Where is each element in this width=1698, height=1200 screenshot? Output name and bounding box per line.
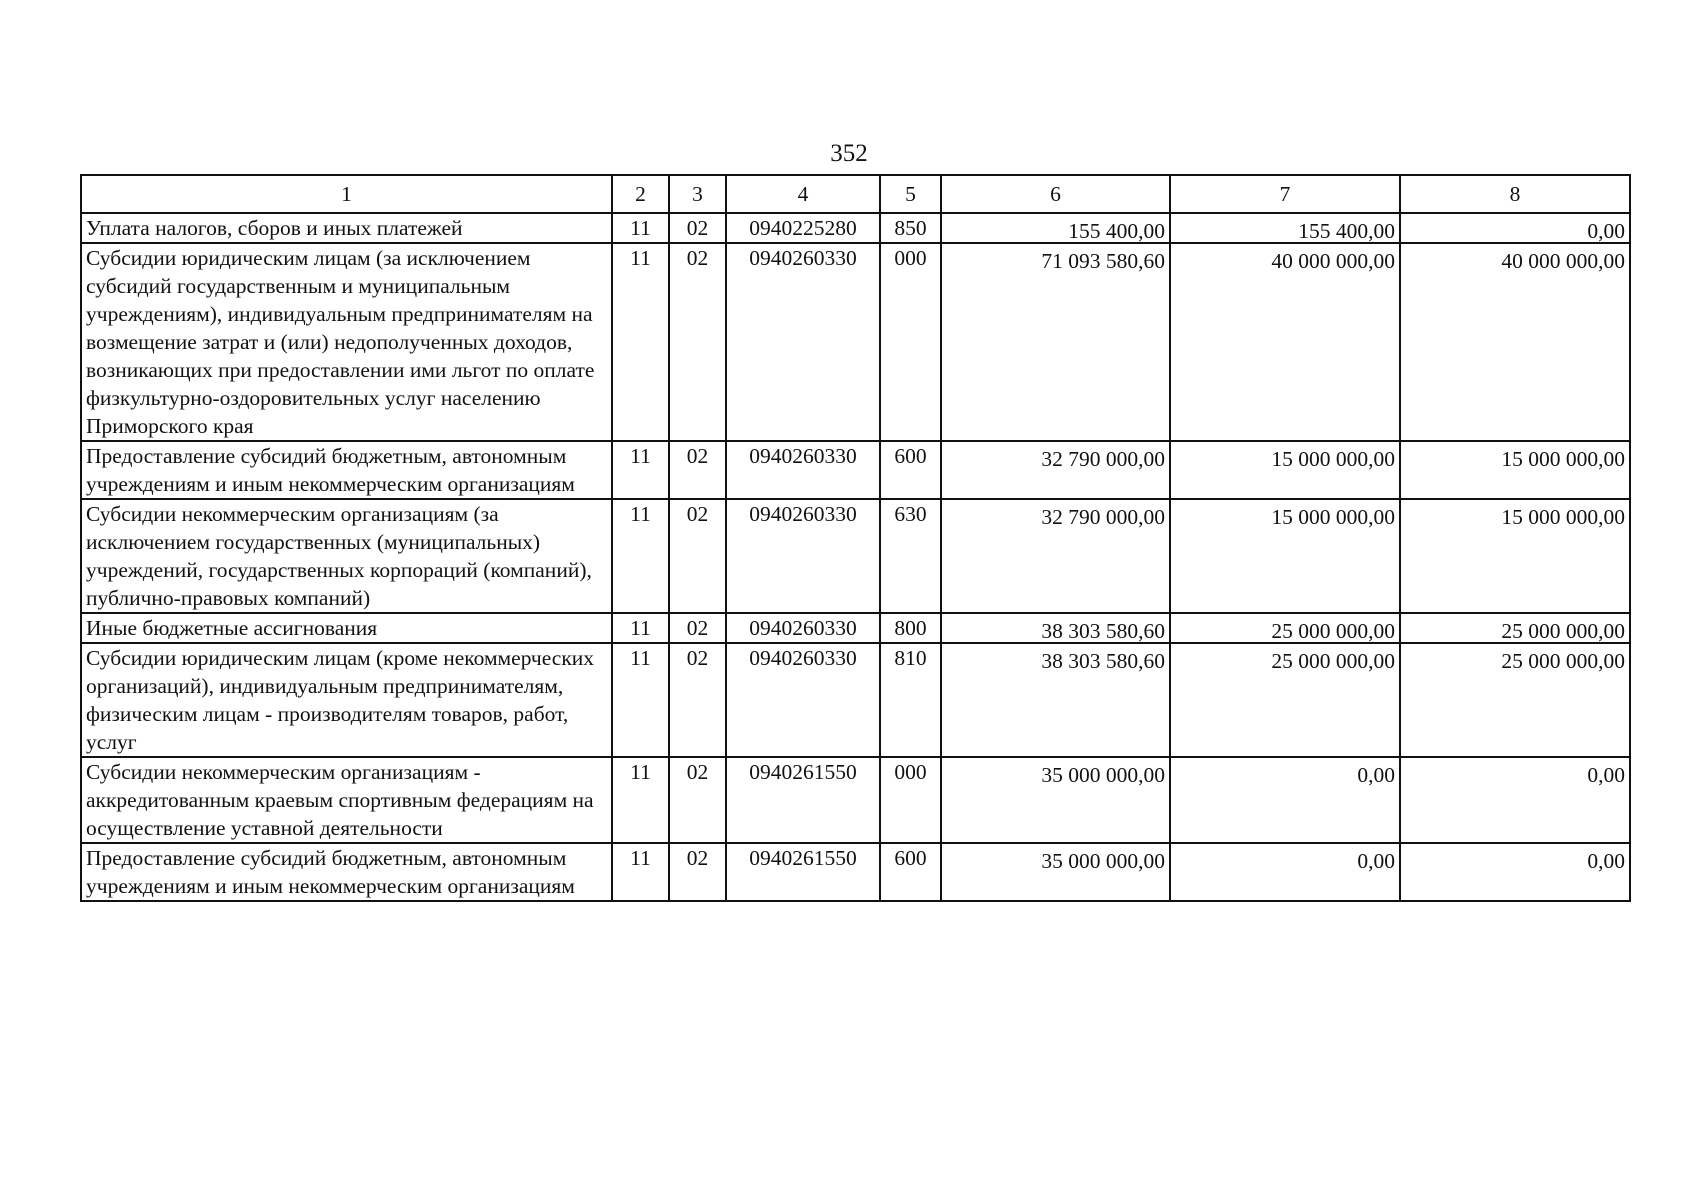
expense-type-code: 600 [880, 843, 941, 901]
amount-col-8: 0,00 [1587, 219, 1625, 243]
row-name: Предоставление субсидий бюджетным, автономным учреждениям и иным некоммерческим организациям [81, 843, 612, 901]
target-article-code: 0940261550 [726, 843, 880, 901]
subsection-code: 02 [669, 643, 726, 757]
page-number: 352 [830, 140, 868, 167]
expense-type-code: 800 [880, 613, 941, 643]
table-row [81, 843, 1630, 901]
target-article-code: 0940225280 [726, 213, 880, 243]
expense-type-code: 000 [880, 243, 941, 441]
amount-col-7: 25 000 000,00 [1271, 619, 1395, 643]
amount-col-8: 15 000 000,00 [1501, 505, 1625, 529]
subsection-code: 02 [669, 843, 726, 901]
column-header: 6 [941, 175, 1170, 213]
subsection-code: 02 [669, 441, 726, 499]
row-name: Субсидии юридическим лицам (за исключением субсидий государственным и муниципальным учреждениям), индивидуальным предпринимателям на возмещение затрат и (или) недополученных доходов, возникающих при предоставлении ими льгот по оплате физкультурно-оздоровительных услуг населению Приморского края [81, 243, 612, 441]
target-article-code: 0940260330 [726, 499, 880, 613]
section-code: 11 [612, 243, 669, 441]
amount-col-8: 40 000 000,00 [1501, 249, 1625, 273]
row-name: Иные бюджетные ассигнования [81, 613, 612, 643]
budget-table [80, 174, 1631, 902]
column-header: 3 [669, 175, 726, 213]
expense-type-code: 630 [880, 499, 941, 613]
amount-col-6: 155 400,00 [1068, 219, 1165, 243]
table-row [81, 757, 1630, 843]
amount-col-8: 25 000 000,00 [1501, 619, 1625, 643]
amount-col-7: 40 000 000,00 [1271, 249, 1395, 273]
row-name: Субсидии некоммерческим организациям (за исключением государственных (муниципальных) учреждений, государственных корпораций (компаний), публично-правовых компаний) [81, 499, 612, 613]
amount-col-8: 25 000 000,00 [1501, 649, 1625, 673]
amount-col-7: 0,00 [1357, 849, 1395, 873]
amount-col-6: 35 000 000,00 [1041, 763, 1165, 787]
amount-col-8: 0,00 [1587, 763, 1625, 787]
section-code: 11 [612, 843, 669, 901]
subsection-code: 02 [669, 499, 726, 613]
row-name: Предоставление субсидий бюджетным, автономным учреждениям и иным некоммерческим организациям [81, 441, 612, 499]
section-code: 11 [612, 499, 669, 613]
column-header: 5 [880, 175, 941, 213]
table-row [81, 213, 1630, 243]
expense-type-code: 850 [880, 213, 941, 243]
subsection-code: 02 [669, 213, 726, 243]
amount-col-6: 32 790 000,00 [1041, 505, 1165, 529]
amount-col-7: 155 400,00 [1298, 219, 1395, 243]
amount-col-6: 38 303 580,60 [1041, 619, 1165, 643]
table-row [81, 499, 1630, 613]
row-name: Субсидии юридическим лицам (кроме некоммерческих организаций), индивидуальным предпринимателям, физическим лицам - производителям товаров, работ, услуг [81, 643, 612, 757]
column-header: 1 [81, 175, 612, 213]
column-header: 4 [726, 175, 880, 213]
expense-type-code: 600 [880, 441, 941, 499]
column-header: 7 [1170, 175, 1400, 213]
column-header: 2 [612, 175, 669, 213]
section-code: 11 [612, 757, 669, 843]
table-row [81, 643, 1630, 757]
target-article-code: 0940260330 [726, 643, 880, 757]
amount-col-6: 35 000 000,00 [1041, 849, 1165, 873]
table-row [81, 243, 1630, 441]
row-name: Субсидии некоммерческим организациям - аккредитованным краевым спортивным федерациям на осуществление уставной деятельности [81, 757, 612, 843]
amount-col-6: 71 093 580,60 [1041, 249, 1165, 273]
section-code: 11 [612, 643, 669, 757]
expense-type-code: 000 [880, 757, 941, 843]
target-article-code: 0940260330 [726, 613, 880, 643]
section-code: 11 [612, 613, 669, 643]
row-name: Уплата налогов, сборов и иных платежей [81, 213, 612, 243]
amount-col-7: 15 000 000,00 [1271, 447, 1395, 471]
amount-col-8: 0,00 [1587, 849, 1625, 873]
subsection-code: 02 [669, 757, 726, 843]
header-row [81, 175, 1630, 213]
target-article-code: 0940260330 [726, 441, 880, 499]
section-code: 11 [612, 213, 669, 243]
expense-type-code: 810 [880, 643, 941, 757]
amount-col-6: 32 790 000,00 [1041, 447, 1165, 471]
section-code: 11 [612, 441, 669, 499]
table-row [81, 613, 1630, 643]
column-header: 8 [1400, 175, 1630, 213]
amount-col-8: 15 000 000,00 [1501, 447, 1625, 471]
amount-col-7: 25 000 000,00 [1271, 649, 1395, 673]
amount-col-7: 15 000 000,00 [1271, 505, 1395, 529]
target-article-code: 0940260330 [726, 243, 880, 441]
target-article-code: 0940261550 [726, 757, 880, 843]
subsection-code: 02 [669, 613, 726, 643]
table-row [81, 441, 1630, 499]
subsection-code: 02 [669, 243, 726, 441]
amount-col-6: 38 303 580,60 [1041, 649, 1165, 673]
amount-col-7: 0,00 [1357, 763, 1395, 787]
